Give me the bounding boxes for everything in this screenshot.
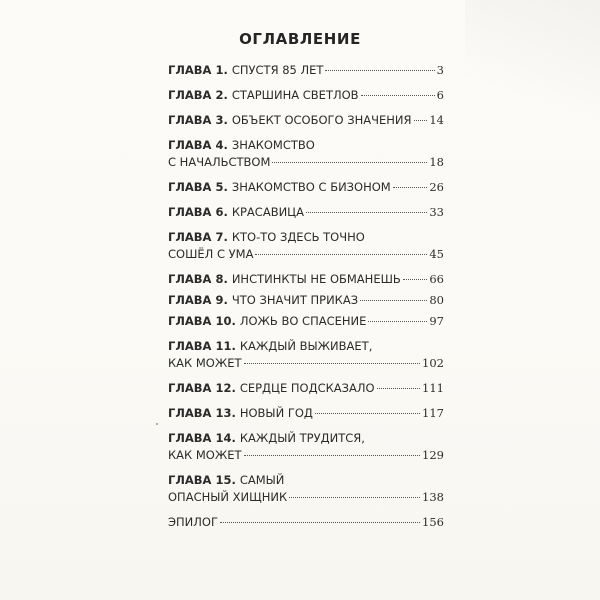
chapter-title: КАК МОЖЕТ <box>168 448 242 462</box>
chapter-title: ОПАСНЫЙ ХИЩНИК <box>168 490 288 504</box>
dot-leader <box>255 254 427 255</box>
chapter-title: ЛОЖЬ ВО СПАСЕНИЕ <box>239 314 367 328</box>
chapter-title: КАЖДЫЙ ТРУДИТСЯ, <box>239 431 365 445</box>
page-number: 18 <box>429 155 444 169</box>
chapter-number: ГЛАВА 10. <box>168 314 236 328</box>
chapter-title: СОШЁЛ С УМА <box>168 247 254 261</box>
toc-entry-line <box>168 137 444 154</box>
dot-leader <box>289 497 420 498</box>
toc-entry <box>168 204 444 221</box>
chapter-title: ЗНАКОМСТВО <box>231 138 315 152</box>
chapter-title: КРАСАВИЦА <box>231 205 304 219</box>
page-title: ОГЛАВЛЕНИЕ <box>239 30 361 48</box>
chapter-title: ЭПИЛОГ <box>168 515 218 529</box>
dot-leader <box>360 300 427 301</box>
chapter-title: КАК МОЖЕТ <box>168 356 242 370</box>
dot-leader <box>393 187 428 188</box>
page-number: 66 <box>429 272 444 286</box>
table-of-contents <box>168 62 444 531</box>
chapter-title: С НАЧАЛЬСТВОМ <box>168 155 271 169</box>
toc-entry <box>168 137 444 171</box>
toc-entry-line <box>168 489 444 506</box>
toc-entry-line <box>168 380 444 397</box>
toc-entry-line <box>168 313 444 330</box>
toc-entry-line <box>168 355 444 372</box>
toc-entry-line <box>168 87 444 104</box>
toc-entry <box>168 112 444 129</box>
show-through-text-area <box>465 0 600 130</box>
dot-leader <box>272 162 427 163</box>
chapter-number: ГЛАВА 7. <box>168 230 228 244</box>
page-number: 117 <box>422 406 444 420</box>
chapter-number: ГЛАВА 9. <box>168 293 228 307</box>
toc-entry <box>168 472 444 506</box>
toc-entry-line <box>168 62 444 79</box>
chapter-title: ЗНАКОМСТВО С БИЗОНОМ <box>231 180 391 194</box>
dot-leader <box>306 212 427 213</box>
toc-entry-line <box>168 154 444 171</box>
dot-leader <box>315 413 420 414</box>
toc-entry-line <box>168 338 444 355</box>
page-number: 102 <box>422 356 444 370</box>
page-number: 138 <box>422 490 444 504</box>
page-number: 6 <box>436 88 444 102</box>
toc-entry <box>168 271 444 288</box>
chapter-title: КАЖДЫЙ ВЫЖИВАЕТ, <box>239 339 373 353</box>
chapter-number: ГЛАВА 11. <box>168 339 236 353</box>
toc-entry <box>168 338 444 372</box>
chapter-title: СПУСТЯ 85 ЛЕТ <box>231 63 324 77</box>
toc-entry <box>168 229 444 263</box>
dot-leader <box>361 95 435 96</box>
chapter-number: ГЛАВА 3. <box>168 113 228 127</box>
chapter-title: САМЫЙ <box>239 473 285 487</box>
page-number: 14 <box>429 113 444 127</box>
toc-entry-line <box>168 112 444 129</box>
toc-entry <box>168 292 444 309</box>
chapter-title: ЧТО ЗНАЧИТ ПРИКАЗ <box>231 293 359 307</box>
toc-entry <box>168 430 444 464</box>
toc-entry-line <box>168 292 444 309</box>
dot-leader <box>220 522 420 523</box>
toc-entry-epilogue <box>168 514 444 531</box>
dot-leader <box>244 455 421 456</box>
chapter-number: ГЛАВА 1. <box>168 63 228 77</box>
chapter-number: ГЛАВА 12. <box>168 381 236 395</box>
chapter-number: ГЛАВА 13. <box>168 406 236 420</box>
chapter-number: ГЛАВА 15. <box>168 473 236 487</box>
toc-entry-line <box>168 204 444 221</box>
toc-entry-line <box>168 179 444 196</box>
toc-entry-line <box>168 514 444 531</box>
toc-entry <box>168 62 444 79</box>
page-number: 26 <box>429 180 444 194</box>
toc-entry-line <box>168 246 444 263</box>
chapter-title: СЕРДЦЕ ПОДСКАЗАЛО <box>239 381 375 395</box>
toc-entry-line <box>168 472 444 489</box>
toc-entry-line <box>168 271 444 288</box>
dot-leader <box>244 363 421 364</box>
toc-entry <box>168 313 444 330</box>
chapter-title: НОВЫЙ ГОД <box>239 406 313 420</box>
dot-leader <box>403 279 428 280</box>
dot-leader <box>325 70 434 71</box>
dot-leader <box>414 120 428 121</box>
toc-entry-line <box>168 229 444 246</box>
page-number: 156 <box>422 515 444 529</box>
toc-entry <box>168 405 444 422</box>
chapter-title: КТО-ТО ЗДЕСЬ ТОЧНО <box>231 230 365 244</box>
chapter-number: ГЛАВА 5. <box>168 180 228 194</box>
chapter-number: ГЛАВА 6. <box>168 205 228 219</box>
toc-entry <box>168 179 444 196</box>
chapter-title: ОБЪЕКТ ОСОБОГО ЗНАЧЕНИЯ <box>231 113 412 127</box>
chapter-number: ГЛАВА 14. <box>168 431 236 445</box>
toc-entry <box>168 87 444 104</box>
dot-leader <box>377 388 420 389</box>
page-number: 111 <box>422 381 444 395</box>
chapter-number: ГЛАВА 8. <box>168 272 228 286</box>
chapter-title: ИНСТИНКТЫ НЕ ОБМАНЕШЬ <box>231 272 401 286</box>
dot-leader <box>368 321 427 322</box>
paper-speck <box>156 423 158 425</box>
page-number: 45 <box>429 247 444 261</box>
toc-entry-line <box>168 430 444 447</box>
toc-entry <box>168 380 444 397</box>
chapter-title: СТАРШИНА СВЕТЛОВ <box>231 88 359 102</box>
chapter-number: ГЛАВА 4. <box>168 138 228 152</box>
chapter-number: ГЛАВА 2. <box>168 88 228 102</box>
page-number: 97 <box>429 314 444 328</box>
toc-entry-line <box>168 405 444 422</box>
toc-entry-line <box>168 447 444 464</box>
page-number: 3 <box>436 63 444 77</box>
page-number: 129 <box>422 448 444 462</box>
page-number: 80 <box>429 293 444 307</box>
page-number: 33 <box>429 205 444 219</box>
